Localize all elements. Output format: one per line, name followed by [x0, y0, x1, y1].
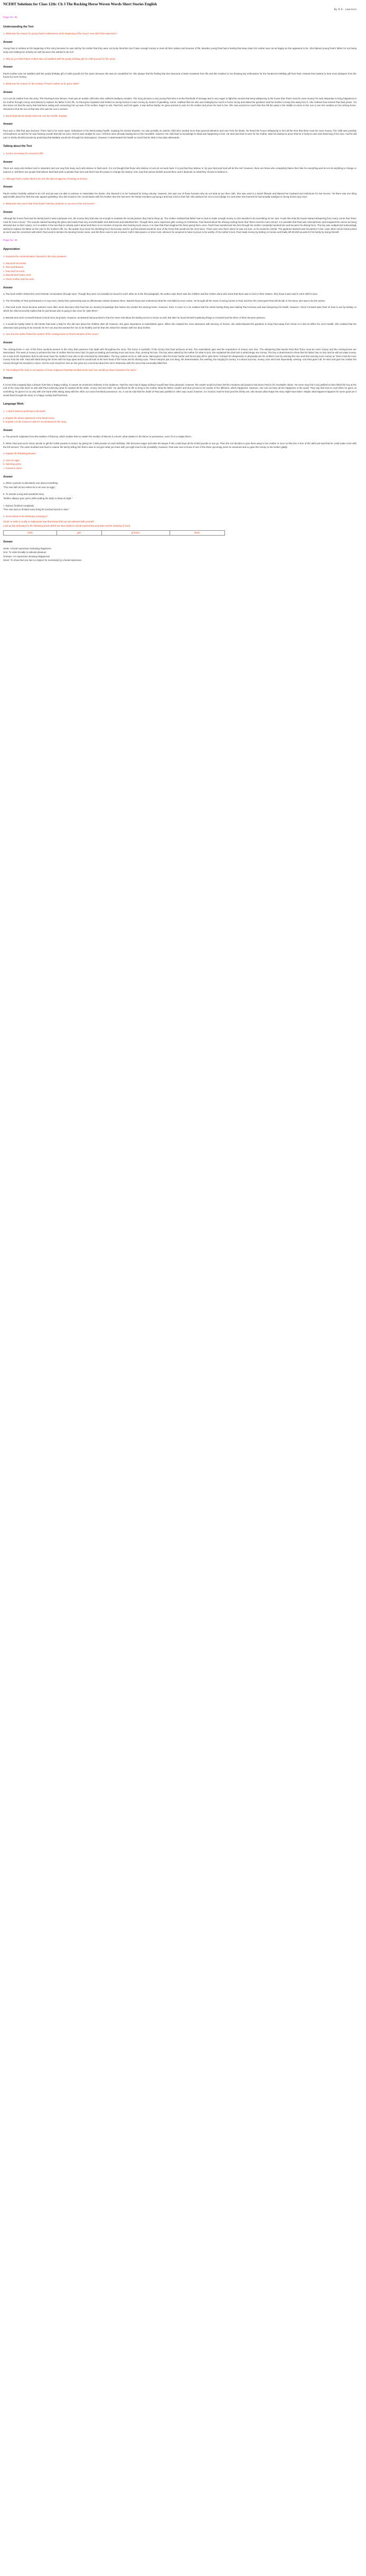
author-line: By D.H. Lawrence — [334, 8, 356, 11]
answer-text: Young Paul is restless at the beginning of the story because he was told by his mother that they were not lucky therefore don't have enough money to meet all their wishes and luxuries of life. Besides young Paul had a feeling that deep down his mother was not as happy as she appeared to be. She blamed young Paul's father for not being lucky and making her unlucky as well because she wanted to be rich. — [3, 47, 356, 54]
option-item: c. Paul and his uncle — [3, 269, 25, 273]
answer-text: b. When Paul and uncle Oscar decide to gift the 5,000 pounds to Hester, by giving her 1,000 pounds on each birthday. She becomes eager and asks the lawyer if she could have all the 5,000 pounds in one go. Then the son decides to give them away to her mother in once so that she is free of the debt and said that he could make more with the left amount. The uncle doubted and tried to caution the lad by telling him that is wise to not give what you have with you right now for the possibility. However, Paul was sure to know of one of the three upcoming races he assumed and so gave the money to his mother gladly. — [3, 442, 356, 448]
dictionary-instruction: Look up the dictionary for the following words which are also related to facial expressions and write out the meaning of each. — [3, 524, 131, 527]
answer-text: Paul's mother was not satisfied with the yearly birthday gift of 1000 pounds for five years because she was an unsatisfied lot. She always had the feeling that she deserved a better treatment from life and this resulted in not showing any enthusiasm for the handsome birthday gift from Paul. Instead Paul started to hear more whispers from the house for more money. — [3, 72, 356, 79]
definition-item: Grin: To smile broadly to indicate pleasure — [3, 551, 46, 554]
question-1: 1. What was the reason for young Paul's restlessness at the beginning of the story? How did it find expression? — [3, 32, 117, 35]
definition-item: Sneer: To show that one has no respect for somebody by a facial expression — [3, 559, 82, 562]
option-item: b. Paul and Bassett — [3, 266, 24, 269]
answer-text: c. Paul and uncle Oscar became partners soon after uncle discovers that Paul has an uncanny knowledge that makes him predict the winning horse. However, there is more to it, he realises that the whole betting thing was making Paul nervous and was hampering his health. However, Oscar Creswell asks Paul on how to win by betting, to which the child innocently replies that he just knows who is going to win once he "gets there". — [3, 306, 356, 313]
answer-text: e. It would be totally unfair to call Hester that have a lady for she did care about her children after all; however, she gave importance to materialistic gains. When she realised her sons obsession with winning on horses, she asked Bassett the gardener to keep Paul away from Oscar so it did not affect her son's health. She realised that the obsession was proving to be neurotic for her son and she wanted her son to be healthy and for that she risked her relation with her dear brother. — [3, 323, 356, 329]
question-2: 2. Why do you think Paul's mother was not satisfied with the yearly birthday gift of 1,000 pounds for five years. — [3, 57, 116, 60]
appreciation-question-1: 1. Examine the communication channels in the story between — [3, 255, 67, 258]
word-cell-grin: grin — [57, 530, 101, 536]
answer-text: As it can be evident from the story, The Rocking-horse Winner, Paul was an autistic child who also suffered Oedipus-complex. The story pictures a very young Paul who is at the threshold of teenage and is very eager to fight the sounds that keep whispering in the house that "there must be more money."He was desperate to bring happiness to his mother through money and desired to replace his father in her life. As Paul grew impatient and betted on racing horses to earn money by means of gambling. Horse, realised that Ian who was indulging too much in horse racing and asked the gardener and her brother to keep him away from it. She realised how tensed Paul had grown. Yet she knew not that the worry that had been eating and consuming him up was of his mother. Eager to win, Paul lost, and lost again. It was before Derby, he grew worried to earn for his mother and prove his luck to her. She was worried so much that she left the party in the middle to return to her son to see him restless on his rocking horse. Shocked to find the son at that time she saw her son in senses. — [3, 97, 356, 110]
answer-label: Answer — [3, 428, 13, 432]
answer-label: Answer — [3, 160, 13, 164]
option-item: a. Paul and his mother — [3, 261, 26, 265]
section-heading-understanding: Understanding the Text — [3, 25, 34, 29]
phrase-example: "The man was so ill fated every thing he touched turned to dust." — [3, 508, 70, 511]
phrase-meaning: c. Ruined, finished completely — [3, 504, 34, 507]
section-heading-talking: Talking about the Text — [3, 145, 32, 148]
answer-label: Answer — [3, 377, 13, 380]
option-item: a. Explain the above statement in the literal sense. — [3, 416, 55, 419]
word-cell-grimace: grimace — [101, 530, 170, 536]
document-page — [0, 0, 360, 569]
phrase-meaning: a. When a person is absolutely sure about something — [3, 482, 58, 485]
answer-label: Answer — [3, 65, 13, 69]
language-question-2: 2. Explain the following phrases — [3, 452, 36, 455]
appreciation-question-2: 2. How has the author linked the symbol of the rocking-horse to Paul's triumphs at the races? — [3, 333, 99, 336]
answer-label: Answer — [3, 286, 13, 289]
answer-label: Answer — [3, 210, 13, 214]
phrase-example: "The man will not bet unless he is as sure as eggs." — [3, 485, 57, 489]
answer-text: a. The proverb originates from the tradition of falconry, which implies that no matter the number of falcons in a bush, what matters is the falcon in possession, even if it is a single falcon. — [3, 435, 192, 438]
answer-text: The rocking-horse is one of the three symbols present in the story that Lawrence has dealt with throughout the story. The horse is symbolic of the victory that Paul achieves at last. The materialistic gain and the importance of money over love. The whispering that haunts Paul that "there must be more money and the rocking-horse are interrelated. The want of money to achieve the love of mother that he never had, he goes on betting and earning more and more, thus, proving his luck. The boy when asked by his mother for what is luck, she explained him that luck is what brings one money. The boy is determined to show that his father has no luck and he will not make money. He is sad at the implication that he will never have his mother's love who is all consumed by materialism. The boy, autistic as he is, with some clairvoyance rides his horse harder and ferociously till he 'gets there' it shows his desperation to physically win his mother's love by winning the race and thus earning more money as "there must be more money Post the ride. Paul will stand facing the horse with his legs apart and he would look at the bent head of the horse and its shining eyes. These interpret just one thing, the determination, the wanting, the longing for money. It is about success, money, love and most importantly, winning. And Paul gets it all, he wins and gets her mother the money through his triumphs in races. And he even found her love as she grew too concerned about her son's obsession with the races that eventually killed him. — [3, 348, 356, 365]
question-3: 3. What was the reason for the anxiety of Paul's mother as he grew older? — [3, 82, 79, 85]
answer-label: Answer — [3, 40, 13, 44]
talking-question-2: 2. Although Paul's mother liked to be rich she did not approve of betting on horses. — [3, 177, 88, 180]
page-marker-36: Page No: 36 — [3, 239, 17, 242]
answer-label: Answer — [3, 90, 13, 94]
table-row — [4, 530, 225, 536]
language-question-1: 1. 'A bird in hand is worth two in the bush' — [3, 409, 46, 413]
phrase-meaning: b. To narrate a long and wonderful story — [3, 493, 44, 496]
definition-item: Smile: A facial expression indicating happiness — [3, 547, 51, 550]
word-cell-sneer: sneer — [170, 530, 224, 536]
answer-text: d. Bassett and uncle Creswell shared a bond since long back. However, as Bassett had promised to Paul he never told about his betting secret to Oscar as well. But later he found himself explaining things to Creswell and the three of them became partners. — [3, 316, 266, 319]
answer-text: It is true that a tragedy digs a deeper hole than a happy ending. It causes an emotional catharsis in the audience. Had the story had a happy ending it would have been pleasant, however, the reader would not have felt the emotions and passion that drove Paul to his inevitable climax. Yet some may find it not justified to have killed the boy at the end of the story that went so well with Paul achieving what he wanted all the while, money and love both. He sacrificed his life to bring to his mother what his father couldn't and thus proved to be worthy of her affection, which happened. However, one can not have all the happiness in the world. They say that God is cruel when he gives us something, he gives it to us only with one hand while taking away with the other our most cherished possession. So, it can be said that the death of Paul was justified or other way round, however, it is ironical. Had he lived post the Derby win, who knows what shape the story might have taken. Maybe what happens happens for some good yet it would have brought the story to a happy ending had Paul lived. — [3, 383, 356, 397]
option-list — [3, 417, 356, 424]
phrase-example: "Mother always spun yarns while putting the baby to sleep at night." — [3, 497, 73, 500]
talking-question-1: 1. 'Luck is necessary for success in life' — [3, 152, 44, 155]
option-item: c. Turned to stone — [3, 466, 22, 470]
section-heading-appreciation: Appreciation — [3, 248, 20, 251]
option-item: b. Spinning yarns — [3, 463, 21, 466]
answer-text: Although the house Paul and his family lived in was a pleasant one, the money they had was not enough to maintain the social position they had to keep up. The mother realised that father had no luck to make enough money so she decided to do something on her own. It was then that the house started whispering from every corner that "there must be more money". The sounds started haunting the place and made Paul very uncomfortable and distressed and disturbed him. Though there were expensive gifts coming on Christmas, Paul feared about the shining rocking horse that "there must be more money" It is possible that Paul was schizophrenic and imagined the voices as being stressed due to their misery. As it is written in the text that to nobody said it aloud and there is no mention of anyone else hearing such voices, it is clear that Paul imagined his fears giving them voice. Paul's fear transformed into him through his mother constantly haunted him and became his driving force. The boy was oedipal and unknowingly wished to replace his father as the man in his mother's life. So, the autistic boy drove his shrinking force ferociously until he 'got fiercewand would be sure of the horse that would win the next races. There was none there when he was not sure, so he would be careful. The gardener Bassett was his partner in bet. Later when Uncle Oscar joined as such was the conviction with which Paul used to declare his winning horses name, and the three used to win in actual. Call it clairvoyance or sheer luck, whoever he acquired to have to prove to be worthy of his mother's luck, Paul made money by betting on horses and finally left 80,000 pounds for his family by losing himself. — [3, 217, 356, 234]
talking-question-3: 3. What were the voices that Paul heard? Did they lead him to success in the real sense? — [3, 202, 95, 205]
word-cell-smile: smile — [4, 530, 57, 536]
document-title: NCERT Solutions for Class 12th: Ch 3 The Rocking Horse Woven Words Short Stories English — [3, 2, 157, 6]
appreciation-question-3: 3. The ending of the story is an instance of irony. Suppose Paul had not died at the end, how would you have reacted to the story? — [3, 368, 137, 371]
page-marker-35: Page No: 35 — [3, 16, 17, 20]
answer-text: Paul's mother foolishly wished to be rich and yet was not able to achieve or materialise her desire. She blamed it on her husband for being unlucky. However, she was one of those humans who do not treat as per their cloth. She was used to a lavish lifestyle and blamed her husband and misfortune for low income. Yet there was one thing appreciable about her that she was against gambling. She did remark to her conversation with her brother that she had seen her family members pursuing it and how it led to their fall. She advised her son to not indulge in it and when she learned he had actually indulged in racing horses any more. — [3, 192, 356, 199]
answer-label: Answer — [3, 341, 13, 345]
words-table — [3, 530, 225, 536]
option-item: a. Sure as eggs — [3, 458, 20, 462]
answer-label: Answer — [3, 540, 13, 544]
answer-text: a. Paul and mother shared the most intimate conversation through eyes. Though they were not actually too bound to each other as in the first paragraph, the author says that it was the children and the mother alone who knew that there was no love in their relation, they knew it was read in each other's eyes. — [3, 293, 318, 296]
answer-label: Answer — [3, 123, 13, 126]
answer-text: b. The friendship of Paul and Bassett or to say more clearly their partnership was an affectionate relation between them. Bassett knew and understood what the rest failed to even notice. He brought all the news of racing horses to Paul and then the clairvoyant Paul will decide in his trance who was to be the winner. — [3, 299, 326, 302]
option-list — [3, 262, 356, 282]
language-question-3: 3. Given below is the dictionary meaning of — [3, 514, 48, 518]
definition-item: Grimace: An expression showing disapproval — [3, 555, 50, 558]
option-item: d. Bassett and Paul's uncle — [3, 274, 31, 277]
option-list — [3, 459, 356, 471]
option-item: b. Explain it in the context in which it is mentioned in the story. — [3, 420, 67, 424]
question-4: 4. Paul's final bet his family richer but cost him his life. Explain — [3, 114, 67, 117]
option-item: e. Paul's mother and his uncle — [3, 278, 34, 281]
answer-label: Answer — [3, 475, 13, 479]
answer-text: There are many who believe luck is important and one may find many such who believe in hard work. It is not thought that those who believe in luck do not work hard. It is just that they believe in 'do your best and God will do the rest' However, there are those who completely blame their fate for everything and do not do anything to change or improve it. Still there are people that believe that hard work is greater than luck and that it has the power to change the destiny. One may find various beliefs around them and it depends on what they choose to believe in. — [3, 167, 356, 173]
answer-label: Answer — [3, 185, 13, 189]
answer-text: Paul was a child that was doomed. There had to be some signs, indications to his deteriorating health, implying his mental situation. He was possibly an autistic child who needed more than general attention and care from his family. He heard the house whispering to him all the time that there must be more money. The child was possibly schizophrenic as well for he was hearing sounds that did not exist. And he was oedipal for sure. All these were already leading him to the inevitable, however, the child had no knowledge to what was happening to him. He tried and tried to earn for his mother, take his wanted to prove that he is lucky to earn and observing of her love. And he did earn in Derby 80,000 pounds by predicting that Malabar would win through his clairvoyance. However, it deteriorated his health so much that he died in few days afterwards. — [3, 129, 356, 139]
smirk-definition: Smirk: to smile in a silly or unpleasant way that shows that you are pleased with yourself. — [3, 520, 95, 523]
section-heading-language: Language Work — [3, 402, 24, 406]
